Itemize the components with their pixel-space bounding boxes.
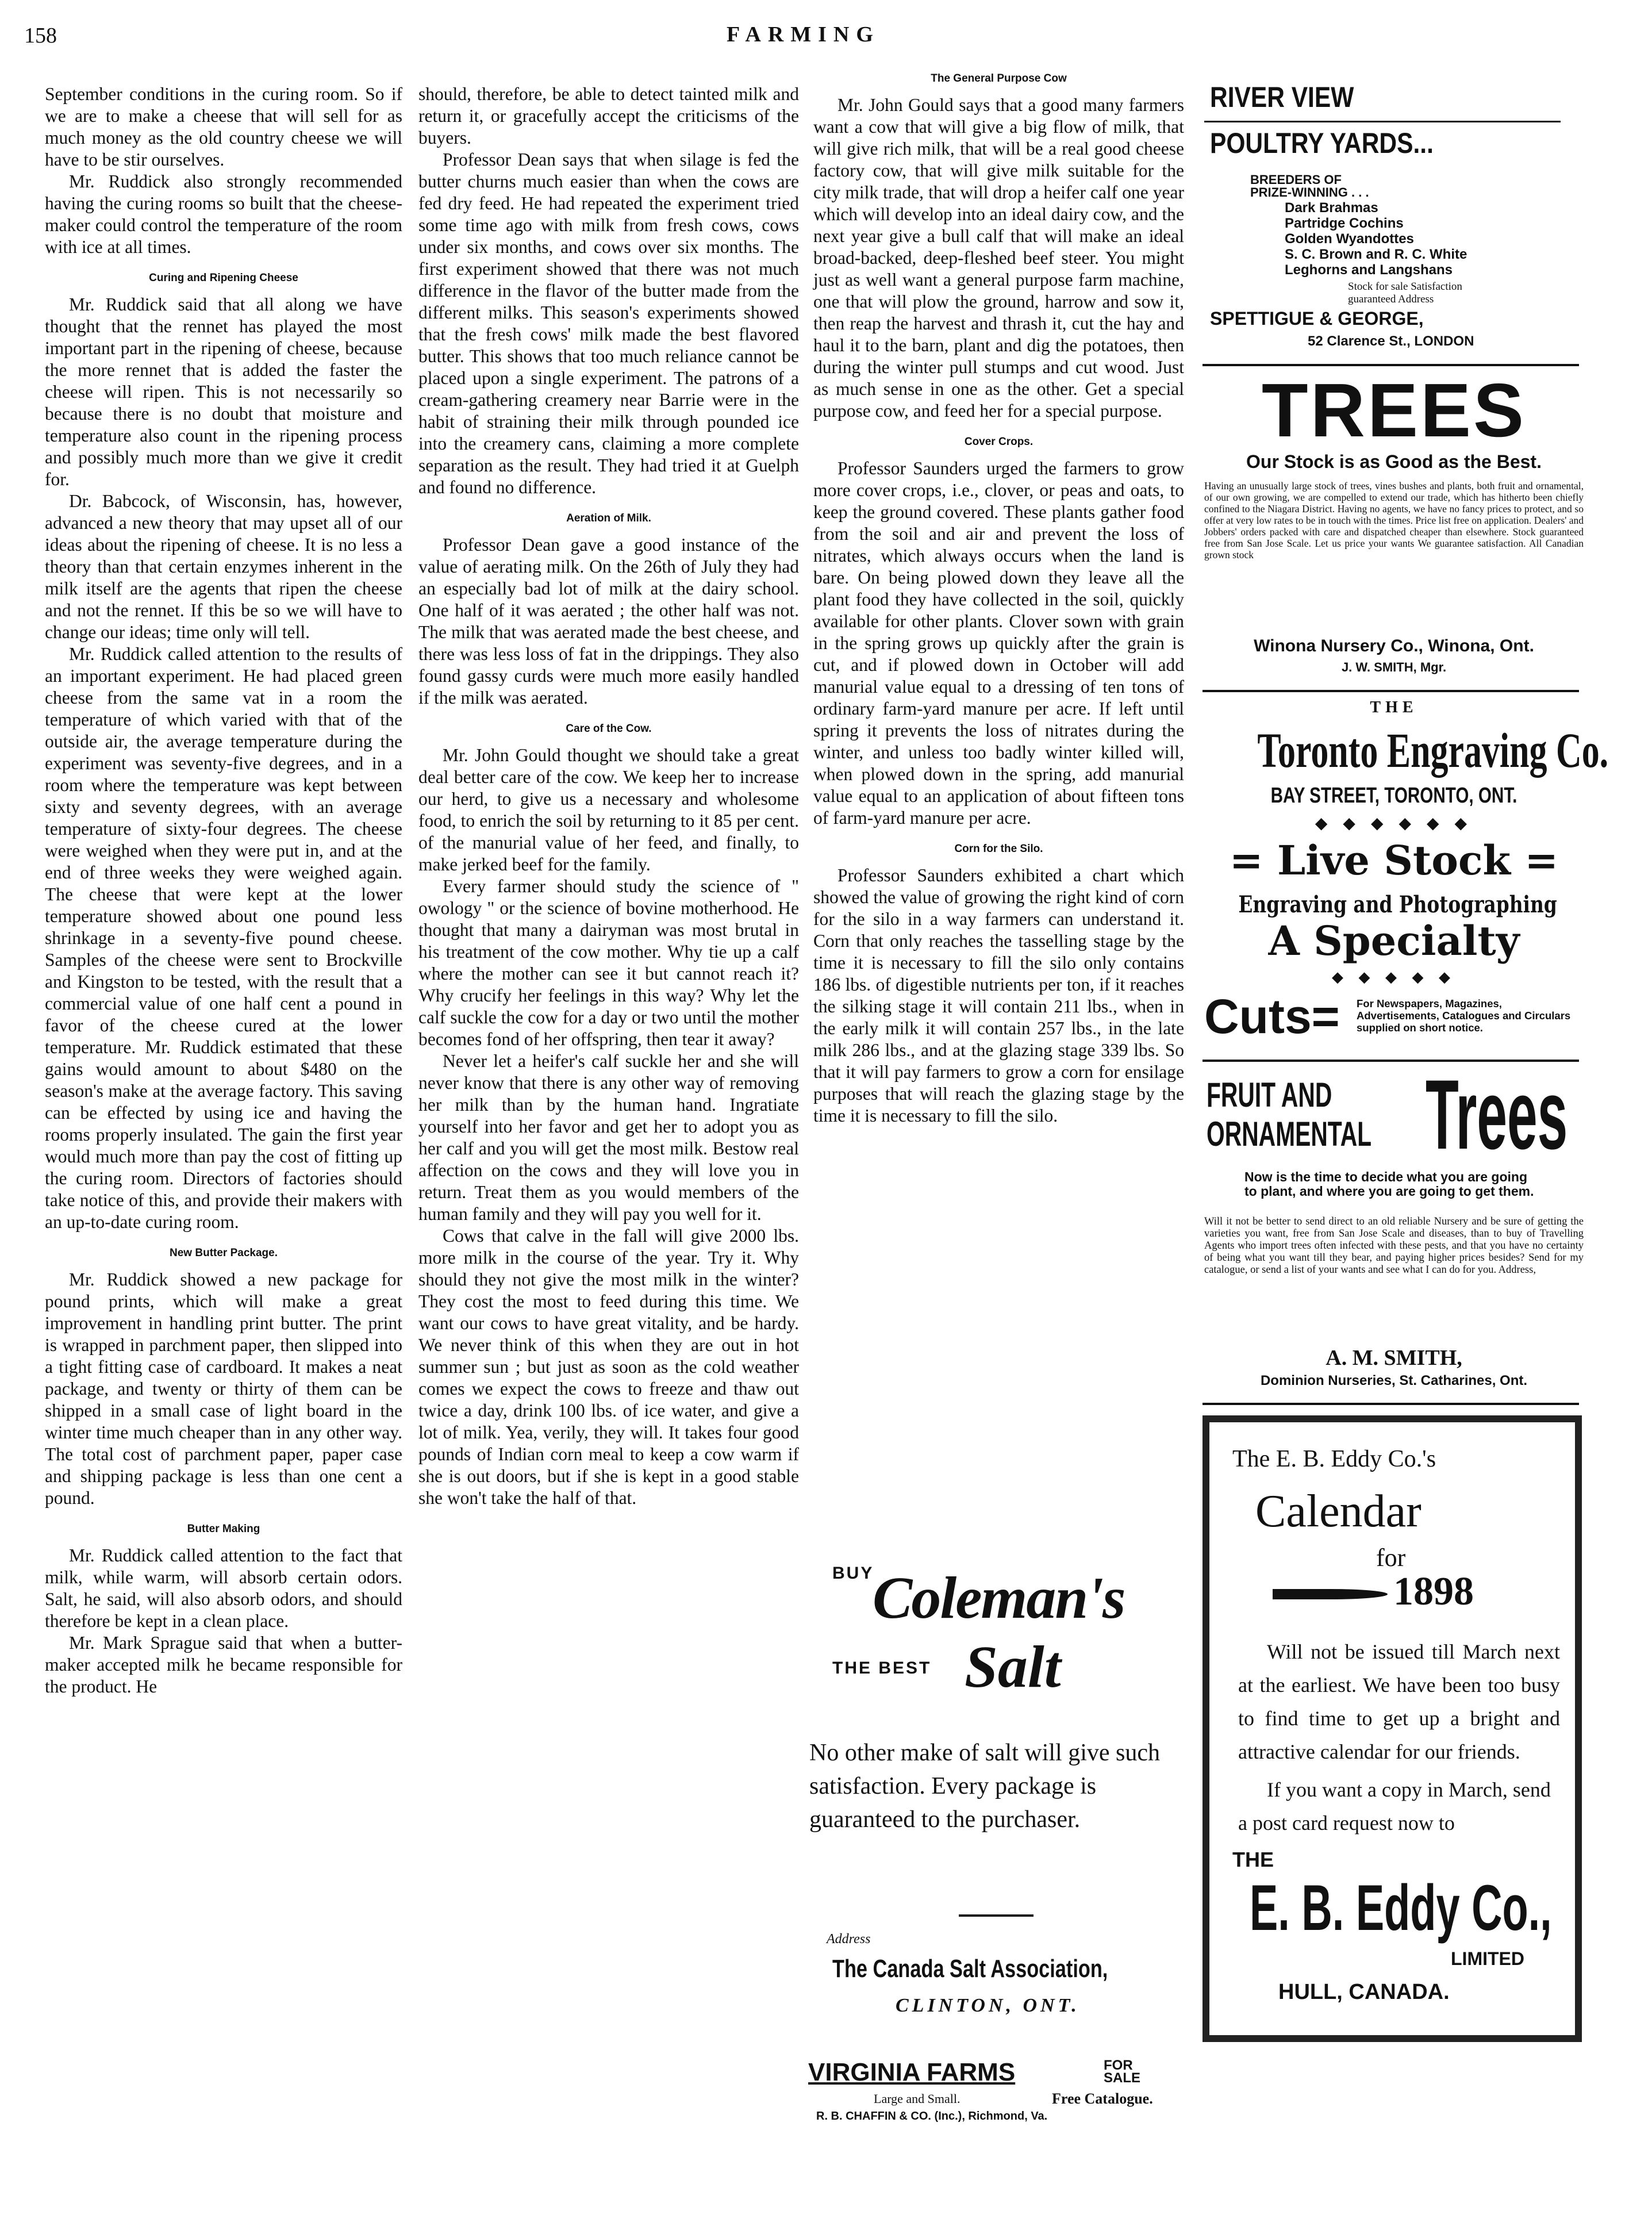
ad-the-best: THE BEST xyxy=(832,1659,932,1678)
ad-line1-left: Large and Small. xyxy=(874,2091,961,2106)
section-heading: Aeration of Milk. xyxy=(566,512,651,524)
ad-company: Winona Nursery Co., Winona, Ont. xyxy=(1254,636,1534,655)
ad-year: 1898 xyxy=(1393,1569,1474,1614)
ad-cuts-text: For Newspapers, Magazines, Advertisements, Catalogues and Circulars supplied on short notice. xyxy=(1357,997,1571,1034)
section-heading: New Butter Package. xyxy=(170,1247,278,1259)
colemans-salt-ad xyxy=(809,1552,1189,2047)
ad-cuts: Cuts= xyxy=(1204,989,1340,1043)
ad-ornamental: ORNAMENTAL xyxy=(1207,1115,1372,1153)
ad-name: A. M. SMITH, xyxy=(1326,1346,1462,1370)
ad-address: BAY STREET, TORONTO, ONT. xyxy=(1270,784,1517,808)
ad-engraving-line: Engraving and Photographing xyxy=(1238,891,1557,918)
ad-title: TREES xyxy=(1261,368,1527,452)
ad-divider xyxy=(1202,364,1579,366)
arrow-icon xyxy=(1273,1589,1388,1599)
ad-divider xyxy=(1202,1403,1579,1405)
ad-name: E. B. Eddy Co., xyxy=(1250,1872,1552,1944)
ad-the: THE xyxy=(1370,698,1418,716)
ad-company: The E. B. Eddy Co.'s xyxy=(1232,1446,1436,1472)
ad-now: Now is the time to decide what you are going to plant, and where you are going to get them. xyxy=(1244,1169,1534,1199)
section-heading: The General Purpose Cow xyxy=(931,72,1067,85)
paragraph: Mr. Ruddick called attention to the fact that milk, while warm, will absorb certain odors. Salt, he said, will also absorb odors, and should therefore be kept in a clean place. xyxy=(45,1545,402,1631)
river-view-poultry-ad xyxy=(1204,80,1618,356)
paragraph: Dr. Babcock, of Wisconsin, has, however, advanced a new theory that may upset all of our ideas about the ripening of cheese. It is no less a theory than that certain enzymes inherent in the milk itself are the agents that ripen the cheese and not the rennet. If this be so we will have to change our ideas; time only will tell. xyxy=(45,491,402,642)
breed-item: Leghorns and Langshans xyxy=(1285,262,1453,278)
paragraph: Professor Dean gave a good instance of the value of aerating milk. On the 26th of July they had an especially bad lot of milk at the dairy school. One half of it was aerated ; the other half was not. The milk that was aerated made the best cheese, and there was less loss of fat in the drippings. They also found gassy curds were much more easily handled if the milk was aerated. xyxy=(418,535,799,708)
ad-for-sale: FOR SALE xyxy=(1104,2058,1141,2086)
paragraph: Mr. Ruddick called attention to the results of an important experiment. He had placed green cheese from the same vat in a room the temperature of which varied with that of the outside air, the average temperature during the experiment was seventy-five degrees, and in a room where the temperature was kept between sixty and seventy degrees, with an average temperature of sixty-four degrees. The cheese were weighed when they were put in, and at the end of three weeks they were weighed again. The cheese that were kept at the lower temperature showed about one pound less shrinkage in a seventy-five pound cheese. Samples of the cheese were sent to Brockville and Kingston to be tested, with the result that a commercial value of one half cent a pound in favor of the cheese cured at the lower temperature. Mr. Ruddick estimated that these gains would amount to about $480 on the season's make at the average factory. This saving can be effected by using ice and having the rooms properly insulated. The gain the first year would much more than pay the cost of fitting up the curing room. Directors of factories should take notice of this, and provide their makers with an up-to-date curing room. xyxy=(45,644,402,1232)
ad-title: Toronto Engraving Co. xyxy=(1257,723,1609,778)
ad-place: CLINTON, ONT. xyxy=(896,1995,1080,2016)
ad-diamonds: ◆ ◆ ◆ ◆ ◆ xyxy=(1332,969,1456,985)
section-heading: Butter Making xyxy=(187,1523,260,1535)
ad-body: No other make of salt will give such satisfaction. Every package is guaranteed to the purchaser. xyxy=(809,1740,1161,1833)
ad-body1: Will not be issued till March next at the earliest. We have been too busy to find time to get up a bright and attractive calendar for our friends. xyxy=(1238,1640,1560,1763)
paragraph: Mr. Ruddick showed a new package for pound prints, which will make a great improvement in handling print butter. The print is wrapped in parchment paper, then slipped into a tight fitting case of cardboard. It makes a neat package, and twenty or thirty of them can be shipped in a small case of light board in the winter time much cheaper than in any other way. The total cost of parchment paper, paper case and shipping package is less than one cent a pound. xyxy=(45,1269,402,1508)
ad-body2: If you want a copy in March, send a post card request now to xyxy=(1238,1778,1551,1834)
ad-place: HULL, CANADA. xyxy=(1278,1980,1450,2004)
ad-trees: Trees xyxy=(1426,1060,1568,1170)
ad-company: The Canada Salt Association, xyxy=(832,1955,1108,1983)
section-heading: Curing and Ripening Cheese xyxy=(149,272,298,284)
paragraph: Mr. Ruddick also strongly recommended having the curing rooms so built that the cheese-maker could control the temperature of the room with ice at all times. xyxy=(45,171,402,257)
ad-body: Will it not be better to send direct to an old reliable Nursery and be sure of getting the varieties you want, free from San Jose Scale and diseases, than to buy of Travelling Agents who import trees often infected with these pests, and that you have no certainty of being what you want till they bear, and paying higher prices besides? Send for my catalogue, or send a list of your wants and see what I can do for you. Address, xyxy=(1204,1216,1584,1276)
column-3 xyxy=(813,68,1184,1127)
section-heading: Cover Crops. xyxy=(964,436,1034,448)
running-title: FARMING xyxy=(727,22,880,47)
paragraph: Professor Saunders urged the farmers to grow more cover crops, i.e., clover, or peas and oats, to keep the ground covered. These plants gather food from the soil and air and prevent the loss of nitrates, which always occurs when the land is bare. On being plowed down they leave all the plant food they have collected in the soil, quickly available for other plants. Clover sown with grain in the spring grows up quickly after the grain is cut, and if plowed down in October will add manurial value equal to a dressing of ten tons of ordinary farm-yard manure per acre. If left until spring it prevents the loss of nitrates during the winter, and unless too badly winter killed will, when plowed down in the spring, add manurial value equal to an application of about fifteen tons of farm-yard manure per acre. xyxy=(813,458,1184,828)
ad-breeders: BREEDERS OF xyxy=(1250,172,1342,187)
ad-nursery: Dominion Nurseries, St. Catharines, Ont. xyxy=(1260,1373,1528,1388)
ad-title2: POULTRY YARDS... xyxy=(1210,127,1434,159)
paragraph: should, therefore, be able to detect tainted milk and return it, or gracefully accept the criticisms of the buyers. xyxy=(418,84,799,148)
ad-diamonds: ◆ ◆ ◆ ◆ ◆ ◆ xyxy=(1315,815,1473,832)
paragraph: September conditions in the curing room. So if we are to make a cheese that will sell for as much money as the old country cheese we will have to be stir ourselves. xyxy=(45,84,402,170)
paragraph: Mr. John Gould says that a good many farmers want a cow that will give a big flow of milk, that will give rich milk, that will be a real good cheese factory cow, that will give milk suitable for the city milk trade, that will drop a heifer calf one year which will develop into an ideal dairy cow, and the next year give a bull calf that will make an ideal broad-backed, deep-fleshed beef steer. You might just as well want a general purpose farm machine, one that will plow the ground, harrow and sow it, then reap the harvest and thrash it, cut the hay and haul it to the barn, plant and dig the potatoes, then during the winter pull stumps and cut wood. Just as much sense in one as the other. Get a special purpose cow, and feed her for a special purpose. xyxy=(813,95,1184,421)
ad-manager: J. W. SMITH, Mgr. xyxy=(1341,660,1447,674)
paragraph: Cows that calve in the fall will give 2000 lbs. more milk in the course of the year. Try it. Why should they not give the most milk in the winter? They cost the most to feed during this time. We want our cows to have great vitality, and be hardy. We never think of this when they are out in hot summer sun ; but just as soon as the cold weather comes we expect the cows to freeze and thaw out twice a day, drink 100 lbs. of ice water, and give a lot of milk. Yea, verily, they will. It takes four good pounds of Indian corn meal to keep a cow warm if she is out doors, but if she is kept in a good stable she won't take the half of that. xyxy=(418,1226,799,1508)
ad-calendar: Calendar xyxy=(1255,1486,1422,1537)
paragraph: Mr. Mark Sprague said that when a butter-maker accepted milk he became responsible for the product. He xyxy=(45,1633,402,1697)
ad-live-stock: = Live Stock = xyxy=(1229,836,1559,884)
page-number: 158 xyxy=(24,24,57,48)
ad-limited: LIMITED xyxy=(1451,1948,1524,1969)
column-2 xyxy=(418,83,799,1509)
breed-item: S. C. Brown and R. C. White xyxy=(1285,247,1467,262)
breed-item: Golden Wyandottes xyxy=(1285,231,1414,247)
divider xyxy=(1204,121,1561,122)
ad-fruit: FRUIT AND xyxy=(1207,1076,1332,1114)
virginia-farms-ad xyxy=(805,2058,1190,2127)
paragraph: Professor Saunders exhibited a chart which showed the value of growing the right kind of corn for the silo in a way farmers can understand it. Corn that only reaches the tasselling stage by the time it is necessary to fill the silo only contains 186 lbs. of digestible nutrients per ton, if it reaches the silking stage it will contain 211 lbs., when in the early milk it will contain 257 lbs., in the late milk 286 lbs., and at the glazing stage 339 lbs. So that it will pay farmers to grow a corn for ensilage purposes that will reach the glazing stage by the time it is necessary to fill the silo. xyxy=(813,865,1184,1126)
ad-line1-right: Free Catalogue. xyxy=(1052,2090,1153,2107)
colemans-logo: Coleman's xyxy=(873,1565,1125,1631)
ad-prize: PRIZE-WINNING . . . xyxy=(1250,185,1369,199)
section-heading: Care of the Cow. xyxy=(566,723,652,735)
ad-breeds xyxy=(1285,200,1467,278)
ad-owner: SPETTIGUE & GEORGE, xyxy=(1210,308,1424,329)
ad-the: THE xyxy=(1232,1848,1274,1871)
winona-trees-ad xyxy=(1204,368,1584,678)
section-heading: Corn for the Silo. xyxy=(954,843,1043,855)
column-1 xyxy=(45,83,402,1698)
paragraph: Mr. John Gould thought we should take a great deal better care of the cow. We keep her to increase our herd, to give us a necessary and wholesome food, to enrich the soil by returning to it 85 per cent. of the manurial value of her feed, and finally, to make jerked beef for the family. xyxy=(418,745,799,874)
salt-logo: Salt xyxy=(965,1634,1061,1700)
ad-subtitle: Our Stock is as Good as the Best. xyxy=(1246,451,1542,472)
ad-address-label: Address xyxy=(827,1932,871,1947)
paragraph: Professor Dean says that when silage is fed the butter churns much easier than when the cows are fed dry feed. He had repeated the experiment tried some time ago with milk from fresh cows, cows under six months, and cows over six months. The first experiment showed that there was not much difference in the flavor of the butter made from the different milks. This season's experiments showed that the fresh cows' milk made the best flavored butter. This shows that too much reliance cannot be placed upon a single experiment. The patrons of a cream-gathering creamery near Barrie were in the habit of straining their milk through pounded ice into the creamery cans, claiming a more complete separation as the result. They had tried it at Guelph and found no difference. xyxy=(418,149,799,497)
paragraph: Mr. Ruddick said that all along we have thought that the rennet has played the most important part in the ripening of cheese, because the more rennet that is added the faster the cheese will ripen. This is not necessarily so because there is no doubt that moisture and temperature also count in the ripening process and possibly much more than we give it credit for. xyxy=(45,294,402,489)
paragraph: Never let a heifer's calf suckle her and she will never know that there is any other way of removing her milk than by the human hand. Ingratiate yourself into her favor and get her to adopt you as her calf and you will get the most milk. Bestow real affection on the cows and they will love you in return. Treat them as you would members of the human family and they will pay you well for it. xyxy=(418,1051,799,1224)
ad-line2: R. B. CHAFFIN & CO. (Inc.), Richmond, Va. xyxy=(816,2110,1048,2123)
breed-item: Partridge Cochins xyxy=(1285,216,1404,231)
ad-stock1: Stock for sale Satisfaction xyxy=(1348,281,1462,293)
ad-divider xyxy=(1202,690,1579,692)
toronto-engraving-ad xyxy=(1204,698,1609,1061)
ad-buy: BUY xyxy=(832,1564,874,1583)
breed-item: Dark Brahmas xyxy=(1285,200,1378,216)
ad-for: for xyxy=(1376,1544,1406,1572)
ad-specialty: A Specialty xyxy=(1268,917,1520,965)
paragraph: Every farmer should study the science of " owology " or the science of bovine motherhood. He thought that many a dairyman was most brutal in his treatment of the cow mother. Why tie up a calf where the mother can see it but cannot reach it? Why crucify her feelings in this way? Why let the calf suckle the cow for a day or two until the mother becomes fond of her offspring, then tear it away? xyxy=(418,876,799,1049)
ad-title: VIRGINIA FARMS xyxy=(808,2058,1016,2086)
ad-address: 52 Clarence St., LONDON xyxy=(1308,333,1474,349)
ad-stock2: guaranteed Address xyxy=(1348,293,1434,305)
ad-body: Having an unusually large stock of trees, vines bushes and plants, both fruit and ornamental, of our own growing, we are compelled to extend our trade, which has hitherto been chiefly confined to the Niagara District. Having no agents, we have no fancy prices to protect, and so offer at very low rates to be in touch with the times. Price list free on application. Dealers' and Jobbers' orders packed with care and dispatched cheaper than elsewhere. Stock guaranteed free from San Jose Scale. Let us price your wants We guarantee satisfaction. All Canadian grown stock xyxy=(1204,480,1584,561)
ad-title1: RIVER VIEW xyxy=(1210,81,1354,113)
divider xyxy=(959,1914,1034,1917)
eddy-calendar-ad xyxy=(1202,1415,1582,2042)
fruit-trees-ad xyxy=(1204,1060,1584,1414)
